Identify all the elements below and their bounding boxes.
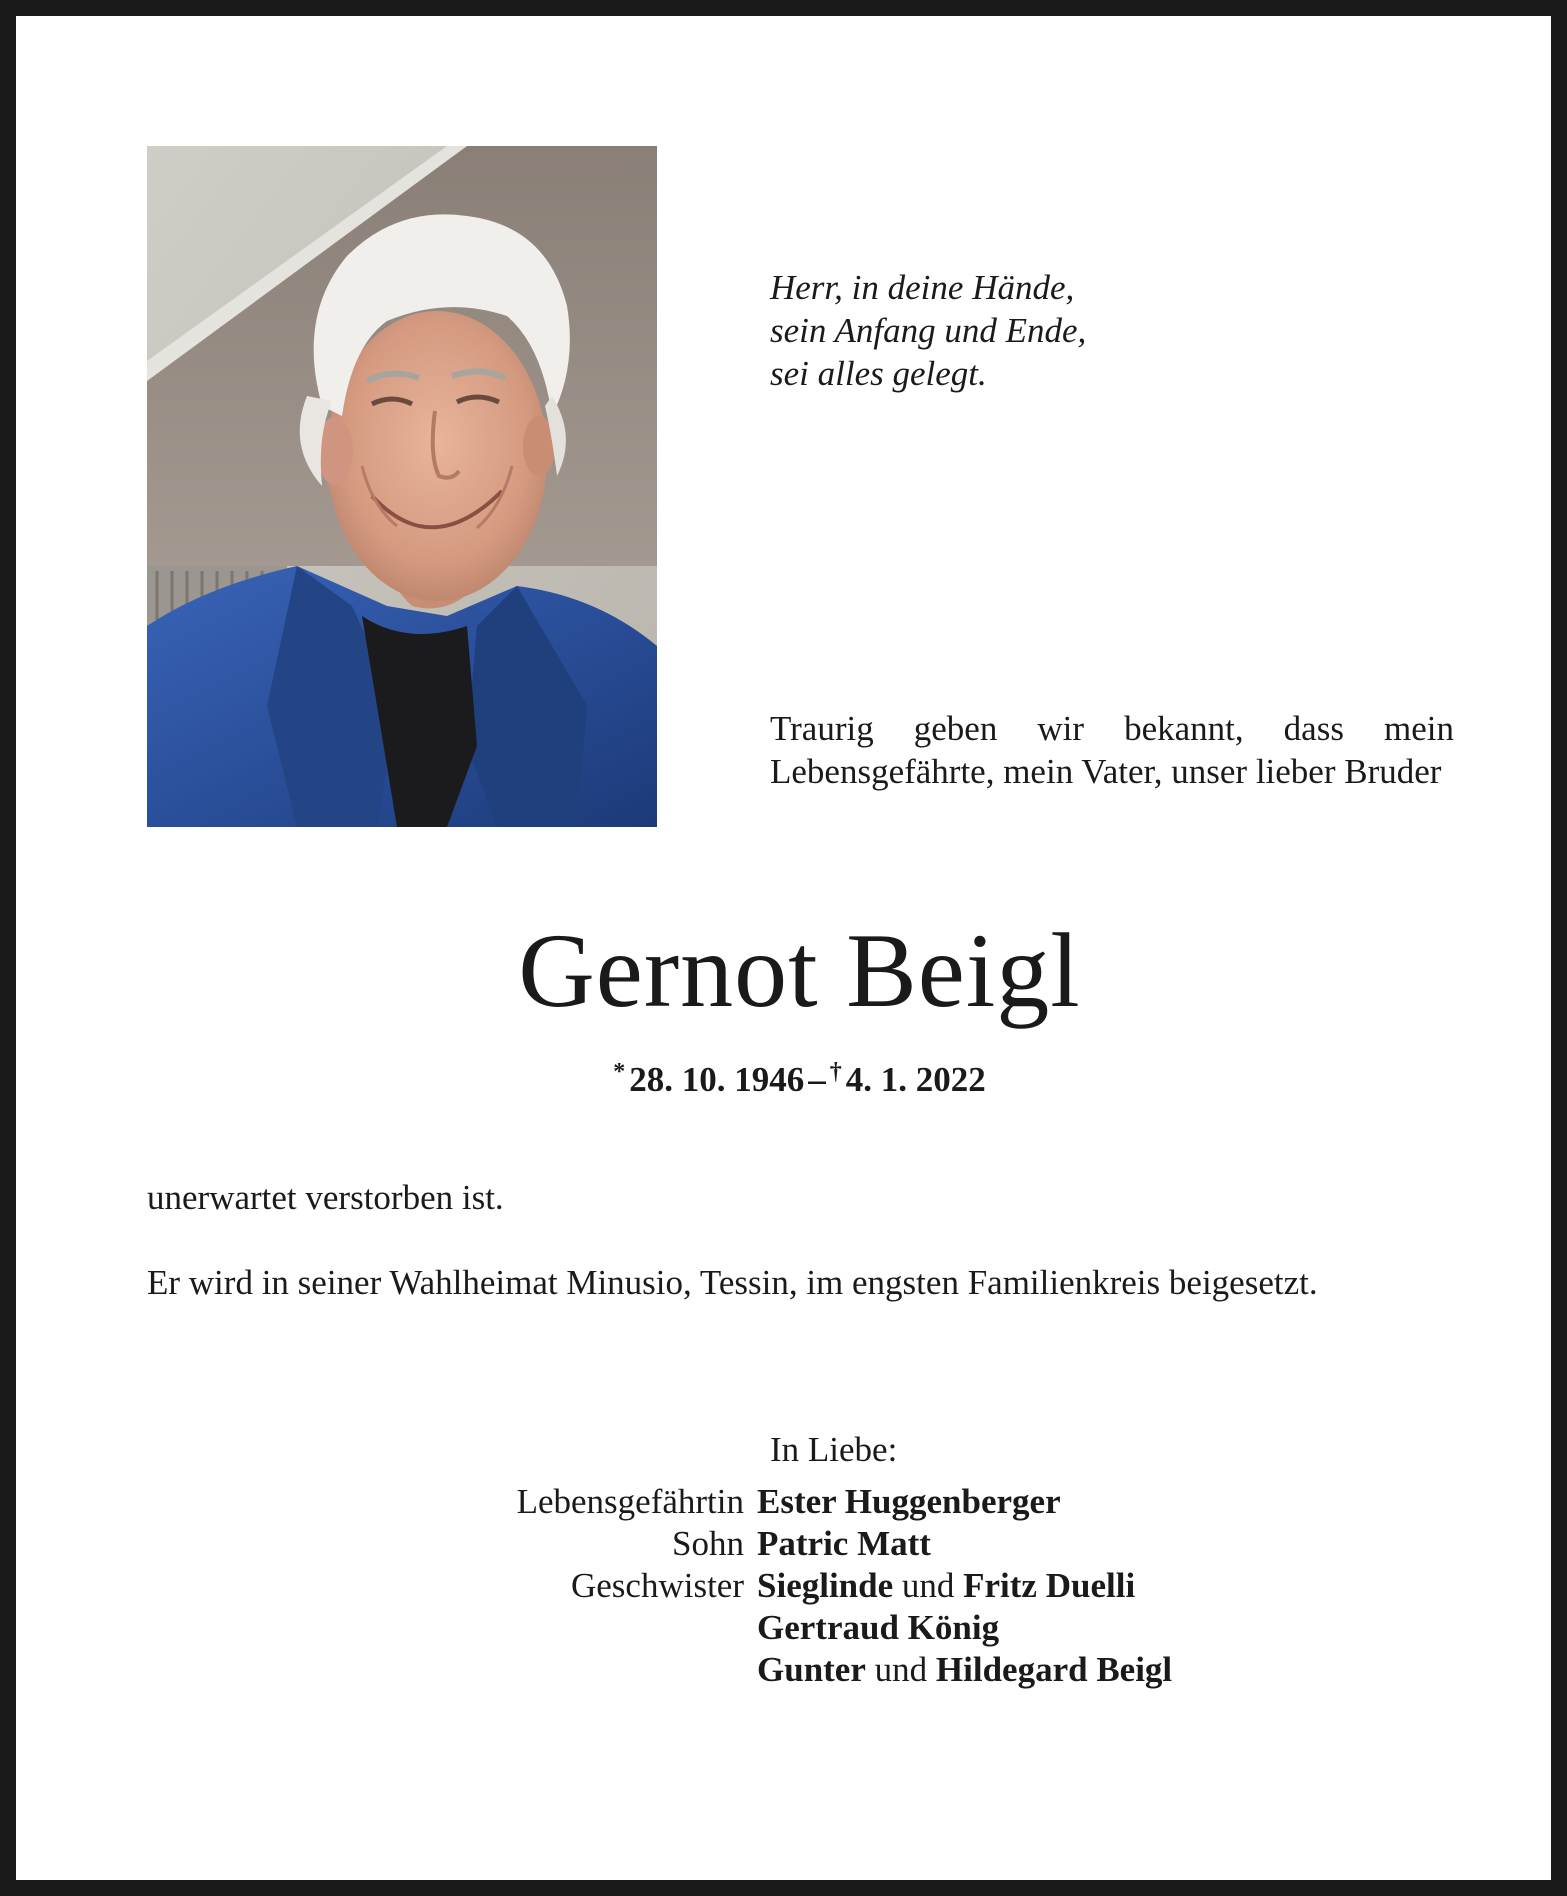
passed-text: unerwartet verstorben ist. (147, 1178, 504, 1217)
mourner-name: Patric Matt (757, 1524, 931, 1563)
mourner-relation (147, 1607, 757, 1649)
quote-line: sein Anfang und Ende, (770, 311, 1087, 350)
quote-line: sei alles gelegt. (770, 354, 987, 393)
mourner-row (147, 1607, 1454, 1649)
portrait-image (147, 146, 657, 827)
mourner-relation: Lebensgefährtin (516, 1482, 744, 1521)
mourner-names (757, 1649, 1172, 1691)
birth-symbol: * (613, 1059, 626, 1085)
birth-date: 28. 10. 1946 (629, 1060, 805, 1099)
deceased-name: Gernot Beigl (518, 912, 1081, 1029)
mourner-names (757, 1607, 999, 1649)
mourner-conjunction: und (893, 1566, 964, 1605)
mourner-row (147, 1565, 1454, 1607)
mourner-relation: Geschwister (570, 1566, 744, 1605)
mourner-relation: Sohn (672, 1524, 744, 1563)
mourner-name: Sieglinde (757, 1566, 894, 1605)
mourner-row (147, 1481, 1454, 1523)
life-dates (16, 1050, 1567, 1102)
mourners-heading: In Liebe: (770, 1430, 898, 1469)
death-date: 4. 1. 2022 (845, 1060, 986, 1099)
mourner-name: Ester Huggenberger (757, 1482, 1061, 1521)
mourner-names (757, 1565, 1135, 1607)
portrait-photo (147, 146, 657, 827)
quote-verse (770, 266, 1086, 395)
quote-line: Herr, in deine Hände, (770, 268, 1075, 307)
mourner-row (147, 1649, 1454, 1691)
mourner-name: Gunter (757, 1650, 866, 1689)
mourner-names (757, 1523, 931, 1565)
mourner-conjunction: und (865, 1650, 936, 1689)
mourner-names (757, 1481, 1061, 1523)
death-symbol: † (829, 1059, 842, 1085)
date-separator: – (808, 1060, 826, 1099)
mourner-relation (147, 1649, 757, 1691)
burial-text: Er wird in seiner Wahlheimat Minusio, Tessin, im engsten Familienkreis beigesetzt. (147, 1263, 1318, 1302)
intro-text: Traurig geben wir bekannt, dass mein Lebensgefährte, mein Vater, unser lieber Bruder (770, 709, 1454, 791)
mourner-name: Fritz Duelli (963, 1566, 1136, 1605)
mourners-list (147, 1481, 1454, 1691)
mourner-name: Hildegard Beigl (935, 1650, 1173, 1689)
mourner-row (147, 1523, 1454, 1565)
mourner-name: Gertraud König (757, 1608, 1000, 1647)
